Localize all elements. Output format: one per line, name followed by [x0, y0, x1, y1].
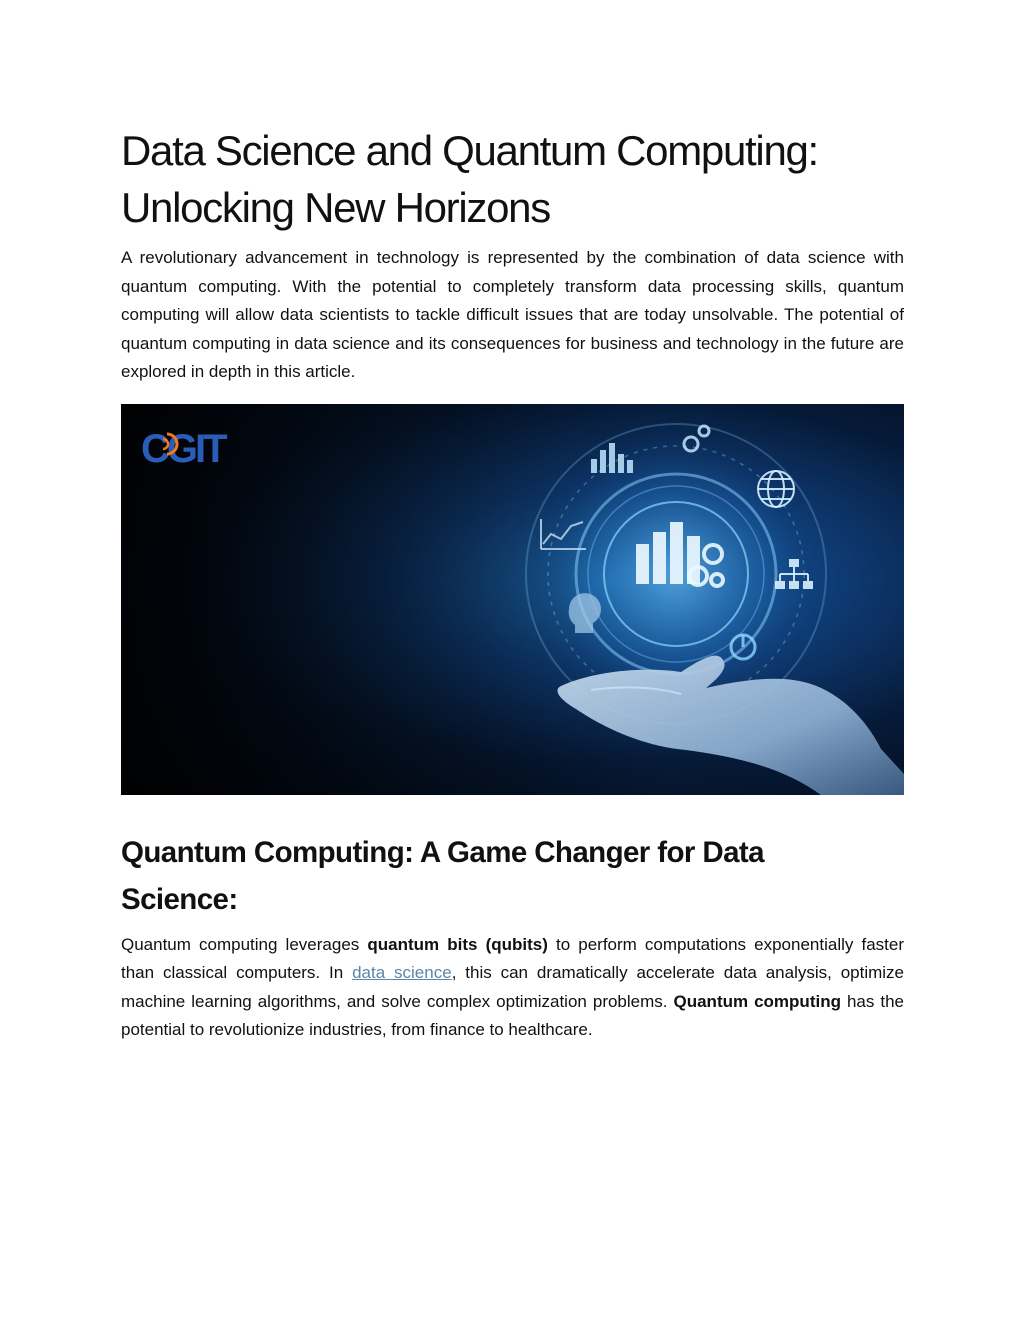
- hero-image: [121, 404, 904, 795]
- logo-text: CGIT: [141, 426, 225, 471]
- section-heading-line-1: Quantum Computing: A Game Changer for Data: [121, 835, 764, 869]
- bold-quantum-computing: Quantum computing: [673, 991, 841, 1011]
- section-text-2: to perform computations exponentially faster than classical computers. In: [121, 934, 904, 982]
- article: [121, 122, 904, 1045]
- section-heading-line-2: Science:: [121, 882, 238, 916]
- page-title-line-2: Unlocking New Horizons: [121, 184, 550, 231]
- bold-qubits: quantum bits (qubits): [367, 934, 548, 954]
- section-heading: [121, 829, 904, 923]
- section-text-3: , this can dramatically accelerate data analysis, optimize machine learning algorithms, and solve complex optimization problems.: [121, 963, 905, 1011]
- section-text-1: Quantum computing leverages: [121, 934, 368, 954]
- section-text-4: has the potential to revolutionize industries, from finance to healthcare.: [121, 991, 905, 1039]
- cgit-logo: [141, 427, 227, 471]
- page-title-line-1: Data Science and Quantum Computing:: [121, 127, 818, 174]
- section-paragraph: [121, 931, 904, 1045]
- intro-paragraph: A revolutionary advancement in technology is represented by the combination of data science with quantum computing. With the potential to completely transform data processing skills, quantum computing will allow data scientists to tackle difficult issues that are today unsolvable. The potential of quantum computing in data science and its consequences for business and technology in the future are explored in depth in this article.: [121, 248, 904, 381]
- data-science-link[interactable]: data science: [352, 963, 452, 982]
- page-title: [121, 122, 904, 236]
